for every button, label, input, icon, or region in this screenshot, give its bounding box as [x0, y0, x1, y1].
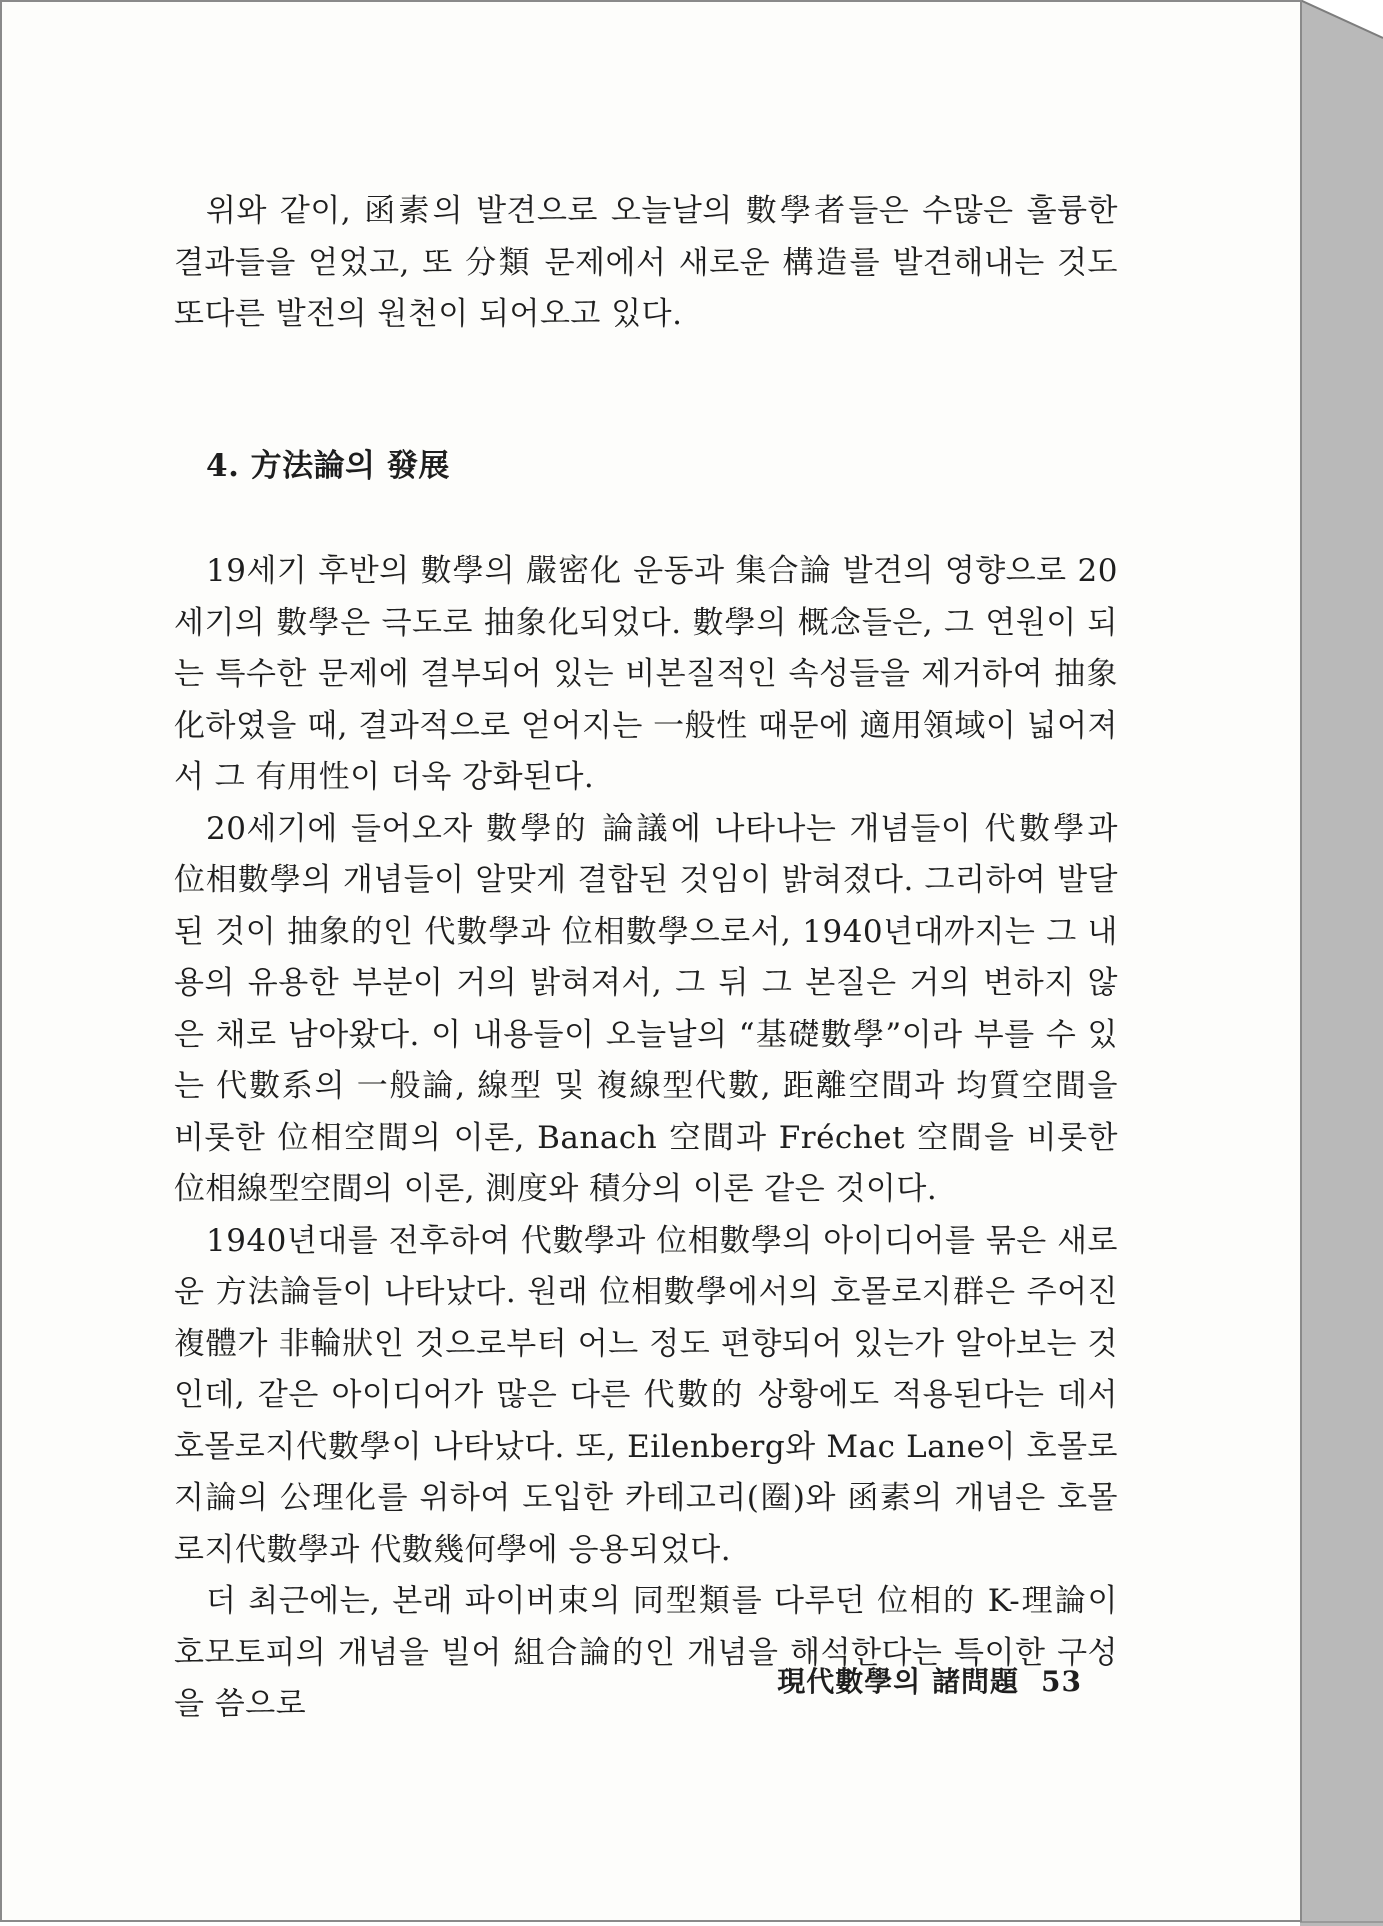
section-paragraph-2: 20세기에 들어오자 數學的 論議에 나타나는 개념들이 代數學과 位相數學의 개념들이 알맞게 결합된 것임이 밝혀졌다. 그리하여 발달된 것이 抽象的인 代數學과 位相數學으로서, 1940년대까지는 그 내용의 유용한 부분이 거의 밝혀져서, 그 뒤 그 본질은 거의 변하지 않은 채로 남아왔다. 이 내용들이 오늘날의 “基礎數學”이라 부를 수 있는 代數系의 一般論, 線型 및 複線型代數, 距離空間과 均質空間을 비롯한 位相空間의 이론, Banach 空間과 Fréchet 空間을 비롯한 位相線型空間의 이론, 測度와 積分의 이론 같은 것이다. — [174, 810, 1118, 1207]
running-title: 現代數學의 諸問題 — [777, 1665, 1020, 1698]
section-paragraph-3: 1940년대를 전후하여 代數學과 位相數學의 아이디어를 묶은 새로운 方法論들이 나타났다. 원래 位相數學에서의 호몰로지群은 주어진 複體가 非輪狀인 것으로부터 어느 정도 편향되어 있는가 알아보는 것인데, 같은 아이디어가 많은 다른 代數的 상황에도 적용된다는 데서 호몰로지代數學이 나타났다. 또, Eilenberg와 Mac Lane이 호몰로지論의 公理化를 위하여 도입한 카테고리(圈)와 函素의 개념은 호몰로지代數學과 代數幾何學에 응용되었다. — [174, 1222, 1118, 1568]
intro-paragraph: 위와 같이, 函素의 발견으로 오늘날의 數學者들은 수많은 훌륭한 결과들을 얻었고, 또 分類 문제에서 새로운 構造를 발견해내는 것도 또다른 발전의 원천이 되어오고 있다. — [174, 193, 1118, 332]
book-edge-graphic — [1300, 0, 1383, 1926]
page-footer — [777, 1660, 1082, 1700]
page-number: 53 — [1041, 1665, 1082, 1698]
page-body — [174, 186, 1118, 1731]
section-paragraph-4: 더 최근에는, 본래 파이버束의 同型類를 다루던 位相的 K-理論이 호모토피의 개념을 빌어 組合論的인 개념을 해석한다는 특이한 구성을 씀으로 — [174, 1583, 1118, 1722]
section-paragraph-1: 19세기 후반의 數學의 嚴密化 운동과 集合論 발견의 영향으로 20세기의 數學은 극도로 抽象化되었다. 數學의 概念들은, 그 연원이 되는 특수한 문제에 결부되어 있는 비본질적인 속성들을 제거하여 抽象化하였을 때, 결과적으로 얻어지는 一般性 때문에 適用領域이 넓어져서 그 有用性이 더욱 강화된다. — [174, 553, 1118, 795]
section-heading: 4. 方法論의 發展 — [206, 447, 450, 484]
